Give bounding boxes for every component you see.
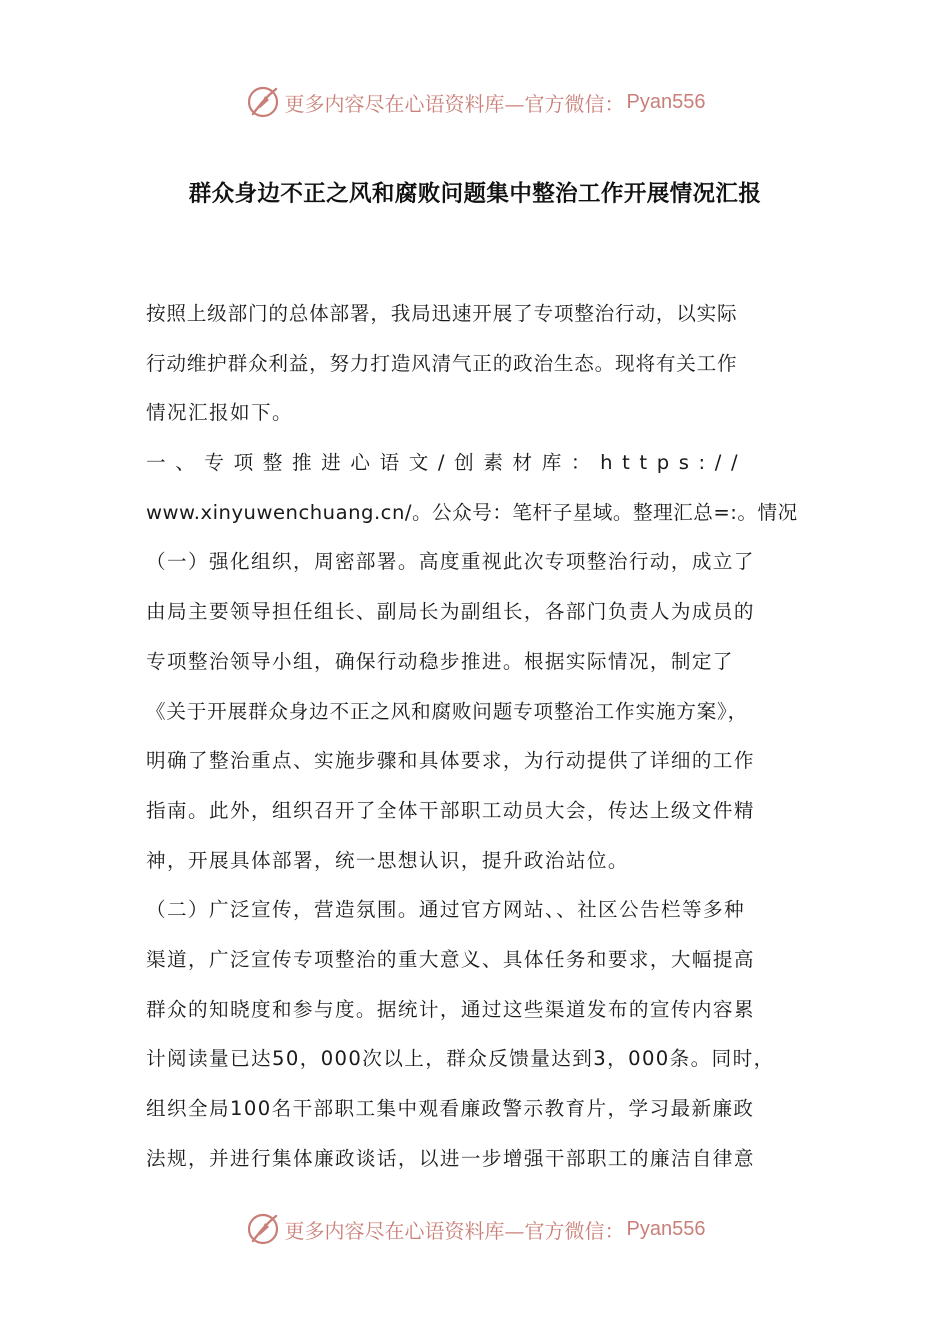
watermark-text: 更多内容尽在心语资料库—官方微信： [284, 91, 625, 116]
text-line: 明确了整治重点、实施步骤和具体要求，为行动提供了详细的工作 [146, 749, 755, 773]
text-line: 组织全局100名干部职工集中观看廉政警示教育片，学习最新廉政 [146, 1097, 755, 1120]
quill-logo-icon [245, 84, 281, 120]
quill-logo-icon [245, 1211, 281, 1247]
text-line: 群众的知晓度和参与度。据统计，通过这些渠道发布的宣传内容累 [146, 997, 755, 1021]
watermark-wechat: Pyan556 [626, 90, 706, 113]
text-line: 指南。此外，组织召开了全体干部职工动员大会，传达上级文件精 [146, 798, 755, 822]
text-line: 计阅读量已达50，000次以上，群众反馈量达到3，000条。同时， [146, 1047, 775, 1071]
document-title: 群众身边不正之风和腐败问题集中整治工作开展情况汇报 [188, 181, 762, 207]
text-line: www.xinyuwenchuang.cn/。公众号：笔杆子星域。整理汇总=:。情况 [146, 500, 798, 524]
text-line: 行动维护群众利益，努力打造风清气正的政治生态。现将有关工作 [146, 351, 738, 375]
text-line: 专项整治领导小组，确保行动稳步推进。根据实际情况，制定了 [146, 649, 734, 673]
text-line: （二）广泛宣传，营造氛围。通过官方网站、、社区公告栏等多种 [146, 898, 746, 922]
watermark-header [0, 82, 950, 122]
text-line: （一）强化组织，周密部署。高度重视此次专项整治行动，成立了 [146, 550, 755, 574]
document-body [146, 289, 806, 1183]
watermark-footer [0, 1209, 950, 1249]
text-line: 由局主要领导担任组长、副局长为副组长，各部门负责人为成员的 [146, 600, 755, 624]
section-heading-line: 一、专项整推进心语文/创素材库：https:// [146, 451, 748, 475]
text-line: 情况汇报如下。 [146, 401, 293, 425]
text-line: 渠道，广泛宣传专项整治的重大意义、具体任务和要求，大幅提高 [146, 947, 755, 971]
watermark-text: 更多内容尽在心语资料库—官方微信： [284, 1218, 625, 1243]
text-line: 法规，并进行集体廉政谈话，以进一步增强干部职工的廉洁自律意 [146, 1146, 755, 1170]
text-line: 《关于开展群众身边不正之风和腐败问题专项整治工作实施方案》， [146, 699, 749, 723]
watermark-wechat: Pyan556 [626, 1217, 706, 1240]
text-line: 按照上级部门的总体部署，我局迅速开展了专项整治行动，以实际 [146, 302, 738, 325]
text-line: 神，开展具体部署，统一思想认识，提升政治站位。 [146, 848, 629, 872]
